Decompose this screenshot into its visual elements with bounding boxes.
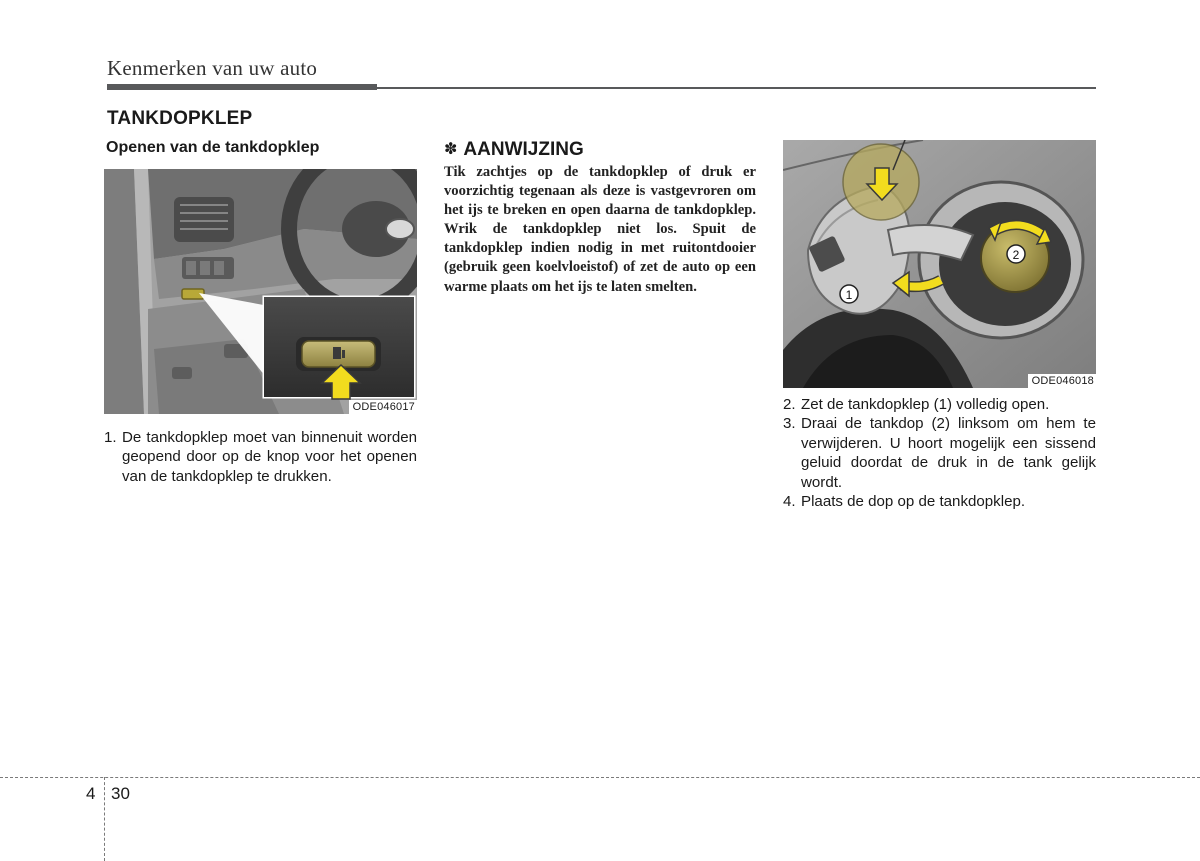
callout-2: 2 [1012, 248, 1020, 262]
fuel-door-figure [783, 140, 1096, 388]
dashboard-illustration [104, 169, 417, 414]
step-text: De tankdopklep moet van binnenuit worden geopend door op de knop voor het openen van de tankdopklep te drukken. [122, 429, 417, 485]
step-text: Plaats de dop op de tankdopklep. [801, 493, 1026, 511]
figure-code-left: ODE046017 [349, 400, 417, 414]
step-text: Zet de tankdopklep (1) volledig open. [801, 396, 1050, 413]
callout-1: 1 [845, 288, 853, 302]
footer-divider [104, 777, 105, 861]
running-header: Kenmerken van uw auto [107, 56, 318, 80]
steps-right [783, 395, 1096, 511]
note-heading [444, 139, 584, 161]
step-number: 4. [783, 493, 796, 511]
list-item [104, 428, 417, 486]
header-rule-thick [107, 84, 377, 90]
dashboard-figure [104, 169, 417, 414]
subsection-title: Openen van de tankdopklep [106, 139, 320, 156]
list-item [783, 492, 1096, 511]
chapter-number: 4 [86, 784, 96, 803]
figure-code-right: ODE046018 [1028, 374, 1096, 388]
list-item [783, 414, 1096, 492]
footer-rule [0, 777, 1200, 778]
page-number: 30 [111, 784, 130, 803]
step-text: Draai de tankdop (2) linksom om hem te verwijderen. U hoort mogelijk een sissend geluid doordat de druk in de tank gelijk wordt. [801, 415, 1096, 491]
fuel-door-illustration [783, 140, 1096, 388]
note-star-icon: ✽ [444, 141, 458, 158]
note-body: Tik zachtjes op de tankdopklep of druk er voorzichtig tegenaan als deze is vastgevroren om het ijs te breken en open daarna de tankdopklep. Wrik de tankdopklep niet los. Spuit de tankdopklep indien nodig in met ruitontdooier (gebruik geen koelvloeistof) of zet de auto op een warme plaats om het ijs te laten smelten. [444, 164, 756, 295]
section-title: TANKDOPKLEP [107, 108, 253, 129]
step-number: 3. [783, 415, 796, 433]
list-item [783, 395, 1096, 414]
steps-left [104, 428, 417, 486]
note-title: AANWIJZING [463, 139, 584, 160]
step-number: 1. [104, 429, 117, 446]
step-number: 2. [783, 396, 796, 413]
header-rule-thin [377, 87, 1096, 89]
